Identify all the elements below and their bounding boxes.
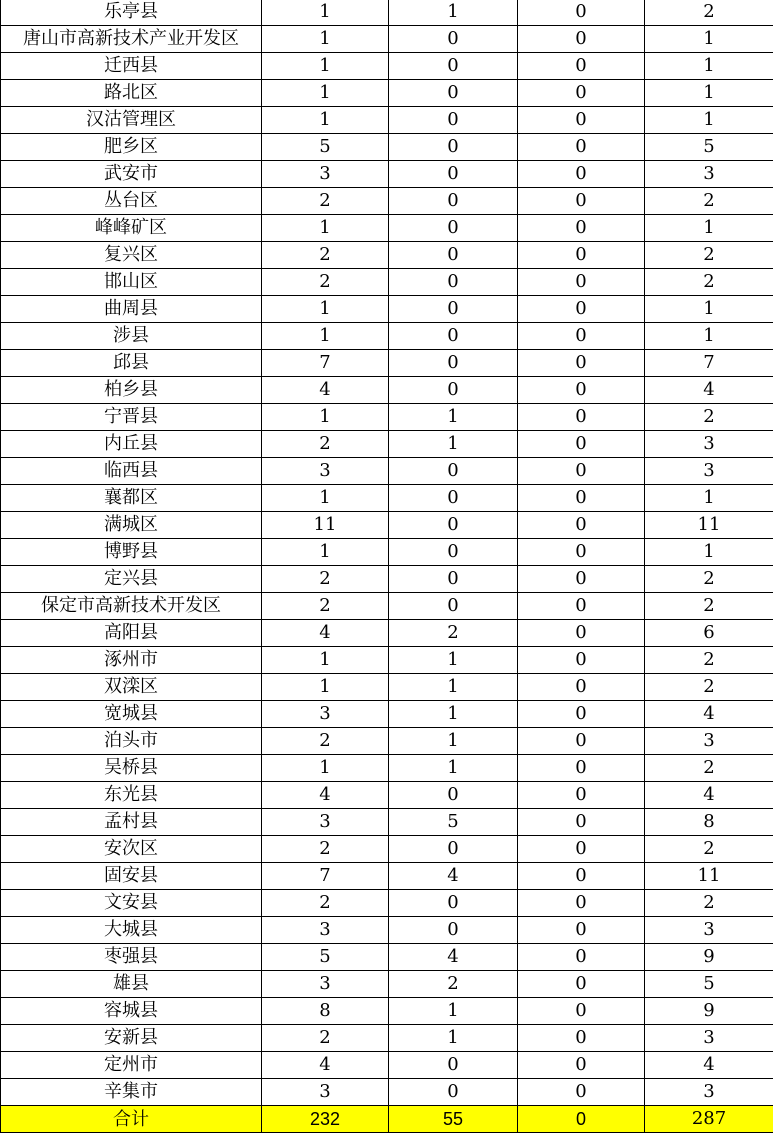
total-label: 合计 [1, 1106, 262, 1133]
value-2-cell: 0 [389, 161, 518, 188]
value-1-cell: 2 [262, 593, 389, 620]
value-1-cell: 1 [262, 674, 389, 701]
district-name-cell: 定州市 [1, 1052, 262, 1079]
table-row [1, 809, 773, 836]
value-1-cell: 2 [262, 1025, 389, 1052]
value-2-cell: 0 [389, 323, 518, 350]
district-name-cell: 柏乡县 [1, 377, 262, 404]
value-1-cell: 8 [262, 998, 389, 1025]
value-4-cell: 3 [645, 917, 773, 944]
value-1-cell: 7 [262, 863, 389, 890]
value-1-cell: 1 [262, 0, 389, 26]
value-2-cell: 0 [389, 782, 518, 809]
value-3-cell: 0 [518, 107, 645, 134]
value-4-cell: 1 [645, 215, 773, 242]
value-2-cell: 5 [389, 809, 518, 836]
value-4-cell: 5 [645, 134, 773, 161]
district-name-cell: 吴桥县 [1, 755, 262, 782]
value-4-cell: 1 [645, 539, 773, 566]
table-row [1, 350, 773, 377]
table-row [1, 863, 773, 890]
value-1-cell: 2 [262, 431, 389, 458]
table-row [1, 26, 773, 53]
district-name-cell: 博野县 [1, 539, 262, 566]
total-value-2: 55 [389, 1106, 518, 1133]
district-name-cell: 孟村县 [1, 809, 262, 836]
value-2-cell: 0 [389, 917, 518, 944]
value-2-cell: 4 [389, 863, 518, 890]
value-4-cell: 4 [645, 1052, 773, 1079]
total-row [1, 1106, 773, 1133]
total-value-3: 0 [518, 1106, 645, 1133]
value-2-cell: 1 [389, 998, 518, 1025]
table-row [1, 377, 773, 404]
value-2-cell: 0 [389, 485, 518, 512]
value-2-cell: 2 [389, 971, 518, 998]
district-name-cell: 襄都区 [1, 485, 262, 512]
value-2-cell: 0 [389, 1052, 518, 1079]
table-row [1, 1079, 773, 1106]
district-name-cell: 固安县 [1, 863, 262, 890]
value-4-cell: 9 [645, 944, 773, 971]
value-1-cell: 4 [262, 1052, 389, 1079]
table-row [1, 917, 773, 944]
value-1-cell: 2 [262, 890, 389, 917]
district-name-cell: 汉沽管理区 [1, 107, 262, 134]
value-1-cell: 4 [262, 377, 389, 404]
value-1-cell: 1 [262, 647, 389, 674]
value-2-cell: 1 [389, 431, 518, 458]
value-3-cell: 0 [518, 620, 645, 647]
value-3-cell: 0 [518, 350, 645, 377]
table-row [1, 188, 773, 215]
district-name-cell: 保定市高新技术开发区 [1, 593, 262, 620]
district-name-cell: 涿州市 [1, 647, 262, 674]
value-4-cell: 1 [645, 53, 773, 80]
district-name-cell: 丛台区 [1, 188, 262, 215]
district-name-cell: 辛集市 [1, 1079, 262, 1106]
value-1-cell: 1 [262, 215, 389, 242]
value-2-cell: 0 [389, 1079, 518, 1106]
district-name-cell: 路北区 [1, 80, 262, 107]
district-name-cell: 大城县 [1, 917, 262, 944]
value-1-cell: 1 [262, 755, 389, 782]
table-row [1, 593, 773, 620]
value-2-cell: 0 [389, 539, 518, 566]
value-1-cell: 1 [262, 539, 389, 566]
value-3-cell: 0 [518, 512, 645, 539]
value-4-cell: 11 [645, 863, 773, 890]
value-1-cell: 5 [262, 134, 389, 161]
table-row [1, 755, 773, 782]
value-3-cell: 0 [518, 971, 645, 998]
value-4-cell: 3 [645, 728, 773, 755]
value-3-cell: 0 [518, 188, 645, 215]
table-row [1, 134, 773, 161]
value-3-cell: 0 [518, 485, 645, 512]
value-4-cell: 4 [645, 377, 773, 404]
value-3-cell: 0 [518, 701, 645, 728]
value-4-cell: 2 [645, 242, 773, 269]
value-2-cell: 1 [389, 755, 518, 782]
table-row [1, 998, 773, 1025]
value-4-cell: 5 [645, 971, 773, 998]
value-3-cell: 0 [518, 917, 645, 944]
value-4-cell: 2 [645, 755, 773, 782]
table-row [1, 647, 773, 674]
table-row [1, 944, 773, 971]
value-1-cell: 5 [262, 944, 389, 971]
value-3-cell: 0 [518, 1079, 645, 1106]
value-4-cell: 2 [645, 674, 773, 701]
value-3-cell: 0 [518, 566, 645, 593]
district-name-cell: 唐山市高新技术产业开发区 [1, 26, 262, 53]
value-1-cell: 2 [262, 242, 389, 269]
value-2-cell: 0 [389, 107, 518, 134]
value-3-cell: 0 [518, 53, 645, 80]
value-1-cell: 1 [262, 404, 389, 431]
value-1-cell: 4 [262, 782, 389, 809]
value-2-cell: 0 [389, 215, 518, 242]
district-name-cell: 雄县 [1, 971, 262, 998]
table-row [1, 53, 773, 80]
district-name-cell: 定兴县 [1, 566, 262, 593]
value-3-cell: 0 [518, 269, 645, 296]
table-row [1, 782, 773, 809]
table-row [1, 404, 773, 431]
district-name-cell: 容城县 [1, 998, 262, 1025]
district-name-cell: 武安市 [1, 161, 262, 188]
table-row [1, 161, 773, 188]
value-1-cell: 2 [262, 269, 389, 296]
value-4-cell: 2 [645, 188, 773, 215]
value-3-cell: 0 [518, 728, 645, 755]
value-3-cell: 0 [518, 431, 645, 458]
value-4-cell: 1 [645, 107, 773, 134]
district-name-cell: 乐亭县 [1, 0, 262, 26]
value-4-cell: 2 [645, 566, 773, 593]
value-3-cell: 0 [518, 647, 645, 674]
value-4-cell: 1 [645, 296, 773, 323]
district-name-cell: 临西县 [1, 458, 262, 485]
value-1-cell: 3 [262, 809, 389, 836]
value-1-cell: 2 [262, 566, 389, 593]
value-2-cell: 1 [389, 404, 518, 431]
value-4-cell: 2 [645, 269, 773, 296]
value-4-cell: 3 [645, 1025, 773, 1052]
district-name-cell: 内丘县 [1, 431, 262, 458]
district-name-cell: 复兴区 [1, 242, 262, 269]
value-4-cell: 1 [645, 80, 773, 107]
value-2-cell: 0 [389, 242, 518, 269]
table-row [1, 1025, 773, 1052]
district-name-cell: 双滦区 [1, 674, 262, 701]
value-2-cell: 0 [389, 377, 518, 404]
table-row [1, 701, 773, 728]
value-4-cell: 1 [645, 26, 773, 53]
value-3-cell: 0 [518, 809, 645, 836]
total-value-4: 287 [645, 1106, 773, 1133]
value-3-cell: 0 [518, 674, 645, 701]
value-4-cell: 7 [645, 350, 773, 377]
value-4-cell: 9 [645, 998, 773, 1025]
value-2-cell: 1 [389, 1025, 518, 1052]
value-2-cell: 0 [389, 593, 518, 620]
table-row [1, 566, 773, 593]
value-3-cell: 0 [518, 890, 645, 917]
district-name-cell: 邯山区 [1, 269, 262, 296]
district-name-cell: 枣强县 [1, 944, 262, 971]
value-2-cell: 1 [389, 674, 518, 701]
value-3-cell: 0 [518, 998, 645, 1025]
value-4-cell: 6 [645, 620, 773, 647]
value-3-cell: 0 [518, 863, 645, 890]
table-row [1, 296, 773, 323]
value-3-cell: 0 [518, 539, 645, 566]
table-body [1, 0, 773, 1106]
value-4-cell: 3 [645, 1079, 773, 1106]
value-2-cell: 0 [389, 836, 518, 863]
value-2-cell: 1 [389, 728, 518, 755]
value-1-cell: 3 [262, 701, 389, 728]
value-3-cell: 0 [518, 782, 645, 809]
value-2-cell: 0 [389, 53, 518, 80]
district-name-cell: 高阳县 [1, 620, 262, 647]
value-3-cell: 0 [518, 296, 645, 323]
value-3-cell: 0 [518, 404, 645, 431]
district-name-cell: 邱县 [1, 350, 262, 377]
value-2-cell: 0 [389, 566, 518, 593]
district-name-cell: 文安县 [1, 890, 262, 917]
value-2-cell: 1 [389, 0, 518, 26]
district-name-cell: 满城区 [1, 512, 262, 539]
value-1-cell: 1 [262, 485, 389, 512]
value-2-cell: 0 [389, 188, 518, 215]
value-2-cell: 0 [389, 269, 518, 296]
value-2-cell: 0 [389, 350, 518, 377]
district-name-cell: 安次区 [1, 836, 262, 863]
value-1-cell: 1 [262, 80, 389, 107]
value-3-cell: 0 [518, 377, 645, 404]
value-1-cell: 4 [262, 620, 389, 647]
value-4-cell: 3 [645, 458, 773, 485]
district-name-cell: 迁西县 [1, 53, 262, 80]
value-3-cell: 0 [518, 0, 645, 26]
value-3-cell: 0 [518, 161, 645, 188]
value-4-cell: 1 [645, 485, 773, 512]
table-row [1, 674, 773, 701]
value-2-cell: 0 [389, 890, 518, 917]
value-2-cell: 0 [389, 296, 518, 323]
value-1-cell: 3 [262, 161, 389, 188]
value-1-cell: 2 [262, 728, 389, 755]
district-name-cell: 曲周县 [1, 296, 262, 323]
table-row [1, 539, 773, 566]
value-4-cell: 3 [645, 431, 773, 458]
value-1-cell: 1 [262, 53, 389, 80]
value-3-cell: 0 [518, 755, 645, 782]
table-row [1, 512, 773, 539]
value-2-cell: 0 [389, 134, 518, 161]
value-3-cell: 0 [518, 26, 645, 53]
district-name-cell: 峰峰矿区 [1, 215, 262, 242]
value-4-cell: 2 [645, 0, 773, 26]
value-2-cell: 2 [389, 620, 518, 647]
district-name-cell: 东光县 [1, 782, 262, 809]
value-1-cell: 3 [262, 458, 389, 485]
value-1-cell: 3 [262, 971, 389, 998]
district-name-cell: 宽城县 [1, 701, 262, 728]
total-value-1: 232 [262, 1106, 389, 1133]
table-row [1, 269, 773, 296]
value-3-cell: 0 [518, 458, 645, 485]
table-row [1, 890, 773, 917]
value-1-cell: 2 [262, 836, 389, 863]
value-2-cell: 0 [389, 26, 518, 53]
district-name-cell: 泊头市 [1, 728, 262, 755]
value-3-cell: 0 [518, 242, 645, 269]
value-2-cell: 0 [389, 80, 518, 107]
district-name-cell: 肥乡区 [1, 134, 262, 161]
district-name-cell: 宁晋县 [1, 404, 262, 431]
value-1-cell: 3 [262, 1079, 389, 1106]
table-row [1, 0, 773, 26]
value-2-cell: 1 [389, 701, 518, 728]
value-2-cell: 1 [389, 647, 518, 674]
table-row [1, 107, 773, 134]
value-3-cell: 0 [518, 593, 645, 620]
table-row [1, 458, 773, 485]
table-row [1, 971, 773, 998]
district-name-cell: 涉县 [1, 323, 262, 350]
value-3-cell: 0 [518, 134, 645, 161]
table-row [1, 80, 773, 107]
value-3-cell: 0 [518, 323, 645, 350]
table-row [1, 215, 773, 242]
table-row [1, 242, 773, 269]
value-3-cell: 0 [518, 836, 645, 863]
value-2-cell: 4 [389, 944, 518, 971]
value-4-cell: 2 [645, 836, 773, 863]
value-1-cell: 1 [262, 296, 389, 323]
value-4-cell: 2 [645, 593, 773, 620]
value-1-cell: 3 [262, 917, 389, 944]
value-4-cell: 4 [645, 701, 773, 728]
value-1-cell: 7 [262, 350, 389, 377]
district-name-cell: 安新县 [1, 1025, 262, 1052]
value-3-cell: 0 [518, 80, 645, 107]
value-4-cell: 8 [645, 809, 773, 836]
value-4-cell: 2 [645, 404, 773, 431]
table-row [1, 431, 773, 458]
value-3-cell: 0 [518, 215, 645, 242]
value-3-cell: 0 [518, 1025, 645, 1052]
value-1-cell: 11 [262, 512, 389, 539]
value-1-cell: 1 [262, 107, 389, 134]
value-4-cell: 2 [645, 647, 773, 674]
value-3-cell: 0 [518, 944, 645, 971]
value-1-cell: 1 [262, 323, 389, 350]
table-row [1, 323, 773, 350]
value-4-cell: 1 [645, 323, 773, 350]
value-2-cell: 0 [389, 458, 518, 485]
value-4-cell: 3 [645, 161, 773, 188]
value-3-cell: 0 [518, 1052, 645, 1079]
table-row [1, 728, 773, 755]
table-row [1, 485, 773, 512]
table-row [1, 620, 773, 647]
value-4-cell: 2 [645, 890, 773, 917]
table-row [1, 836, 773, 863]
value-2-cell: 0 [389, 512, 518, 539]
value-1-cell: 1 [262, 26, 389, 53]
table-row [1, 1052, 773, 1079]
value-1-cell: 2 [262, 188, 389, 215]
value-4-cell: 4 [645, 782, 773, 809]
value-4-cell: 11 [645, 512, 773, 539]
